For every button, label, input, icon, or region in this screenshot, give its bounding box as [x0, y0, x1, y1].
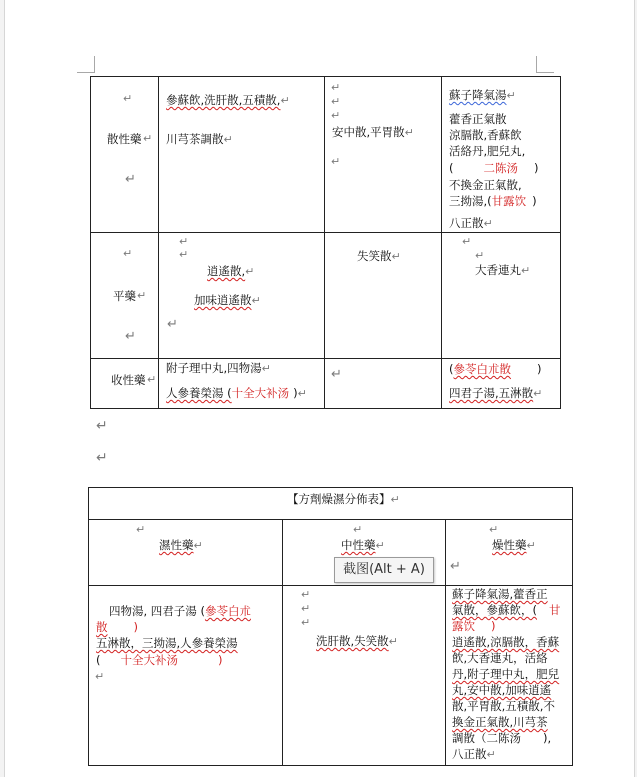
crop-mark — [94, 56, 95, 73]
header-cell: ↵ 燥性藥↵ — [446, 520, 573, 586]
header-cell: ↵ 中性藥↵ — [283, 520, 446, 586]
cell: 失笑散↵ — [325, 233, 442, 359]
table-title: 【方劑燥濕分佈表】 — [287, 492, 391, 506]
cell: ↵ — [325, 359, 442, 409]
row-label: 平藥 — [113, 289, 136, 303]
paragraph-mark: ↵ — [96, 450, 108, 466]
cell: (參苓白朮散 ) 四君子湯,五淋散↵ — [442, 359, 561, 409]
row-label-cell: ↵ 散性藥 ↵ ↵ — [91, 77, 159, 233]
cell: ↵ ↵ ↵ 安中散,平胃散↵ ↵ — [325, 77, 442, 233]
paragraph-mark: ↵ — [450, 559, 461, 574]
cell: ↵ ↵ 逍遙散,↵ 加味逍遙散↵ ↵ — [159, 233, 325, 359]
cell: 四物湯, 四君子湯 (參苓白朮 散 ) 五淋散，三拗湯,人參養榮湯 ( 十全大补汤 ) ↵ — [89, 586, 283, 766]
row-label-cell: ↵ 平藥 ↵ ↵ — [91, 233, 159, 359]
cell: 蘇子降氣湯,藿香正 氣散，參蘇飲，( 甘 露饮 ) 逍遙散,涼膈散，香蘇 飲,大香連丸，活絡 丹,附子理中丸，肥兒 丸,安中散,加味逍遙 散,平胃散,五積散,不 換金正氣散,川芎茶 調散（二陈汤 ), 八正散↵ — [446, 586, 573, 766]
paragraph-mark: ↵ — [96, 418, 108, 434]
crop-mark — [536, 56, 537, 73]
row-label-cell: 收性藥 ↵ — [91, 359, 159, 409]
screenshot-tooltip: 截图(Alt + A) — [334, 557, 434, 583]
cell: ↵ ↵ ↵ 洗肝散,失笑散↵ — [283, 586, 446, 766]
crop-mark — [77, 72, 95, 73]
herb-property-table — [90, 76, 561, 409]
prescription-dryness-table — [88, 487, 573, 766]
cell: 附子理中丸,四物湯↵ 人參養榮湯 (十全大补汤 )↵ — [159, 359, 325, 409]
cell: 參蘇飲,洗肝散,五積散,↵ 川芎茶調散↵ — [159, 77, 325, 233]
cell: ↵ ↵ 大香連丸↵ — [442, 233, 561, 359]
crop-mark — [536, 72, 554, 73]
row-label: 收性藥 — [111, 373, 146, 387]
table-title-cell: 【方劑燥濕分佈表】↵ — [89, 488, 573, 520]
row-label: 散性藥 — [107, 132, 142, 146]
header-cell: ↵ 濕性藥↵ — [89, 520, 283, 586]
cell: 蘇子降氣湯↵ 藿香正氣散 涼膈散,香蘇飲 活絡丹,肥兒丸, ( 二陈汤 ) 不換金正氣散, 三拗湯,(甘露饮 ) 八正散↵ — [442, 77, 561, 233]
